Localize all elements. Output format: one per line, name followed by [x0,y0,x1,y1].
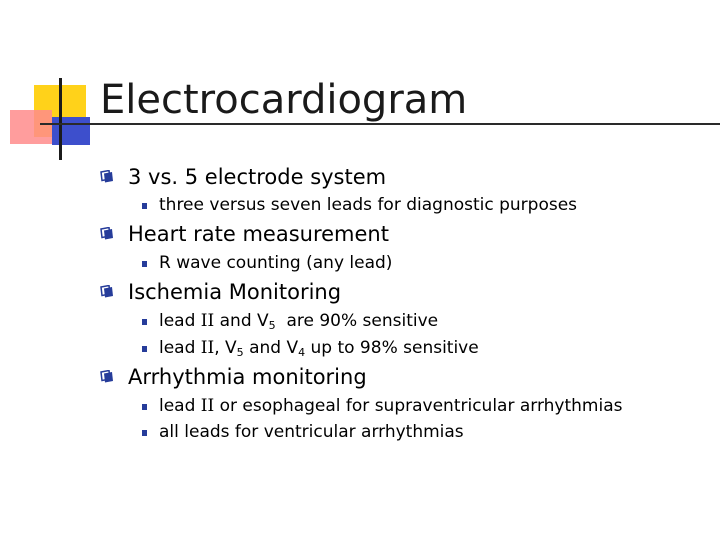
sub-bullet-text: lead II, $V_5$ and $V_4$ up to 98% sensitive [159,338,479,359]
decor-red-square [10,110,52,144]
checkbox-bullet-icon [100,227,114,241]
square-bullet-icon [142,319,147,325]
bullet-text: 3 vs. 5 electrode system [128,165,387,189]
decor-blue-square [52,117,90,145]
sub-bullet-text: three versus seven leads for diagnostic purposes [159,195,578,215]
bullet-text: Heart rate measurement [128,222,389,246]
square-bullet-icon [142,346,147,352]
checkbox-bullet-icon [100,170,114,184]
square-bullet-icon [142,404,147,410]
checkbox-bullet-icon [100,370,114,384]
square-bullet-icon [142,430,147,436]
sub-bullet-text: R wave counting (any lead) [159,253,393,273]
square-bullet-icon [142,203,147,209]
square-bullet-icon [142,261,147,267]
sub-bullet-text: all leads for ventricular arrhythmias [159,422,464,442]
bullet-text: Ischemia Monitoring [128,280,342,304]
slide-title: Electrocardiogram [100,77,468,123]
title-divider [40,123,720,125]
decor-vertical-line [59,78,62,160]
checkbox-bullet-icon [100,285,114,299]
sub-bullet-text: lead II or esophageal for supraventricular arrhythmias [159,396,623,416]
sub-bullet-text: lead II and $V_5$ are 90% sensitive [159,311,439,332]
bullet-text: Arrhythmia monitoring [128,365,367,389]
